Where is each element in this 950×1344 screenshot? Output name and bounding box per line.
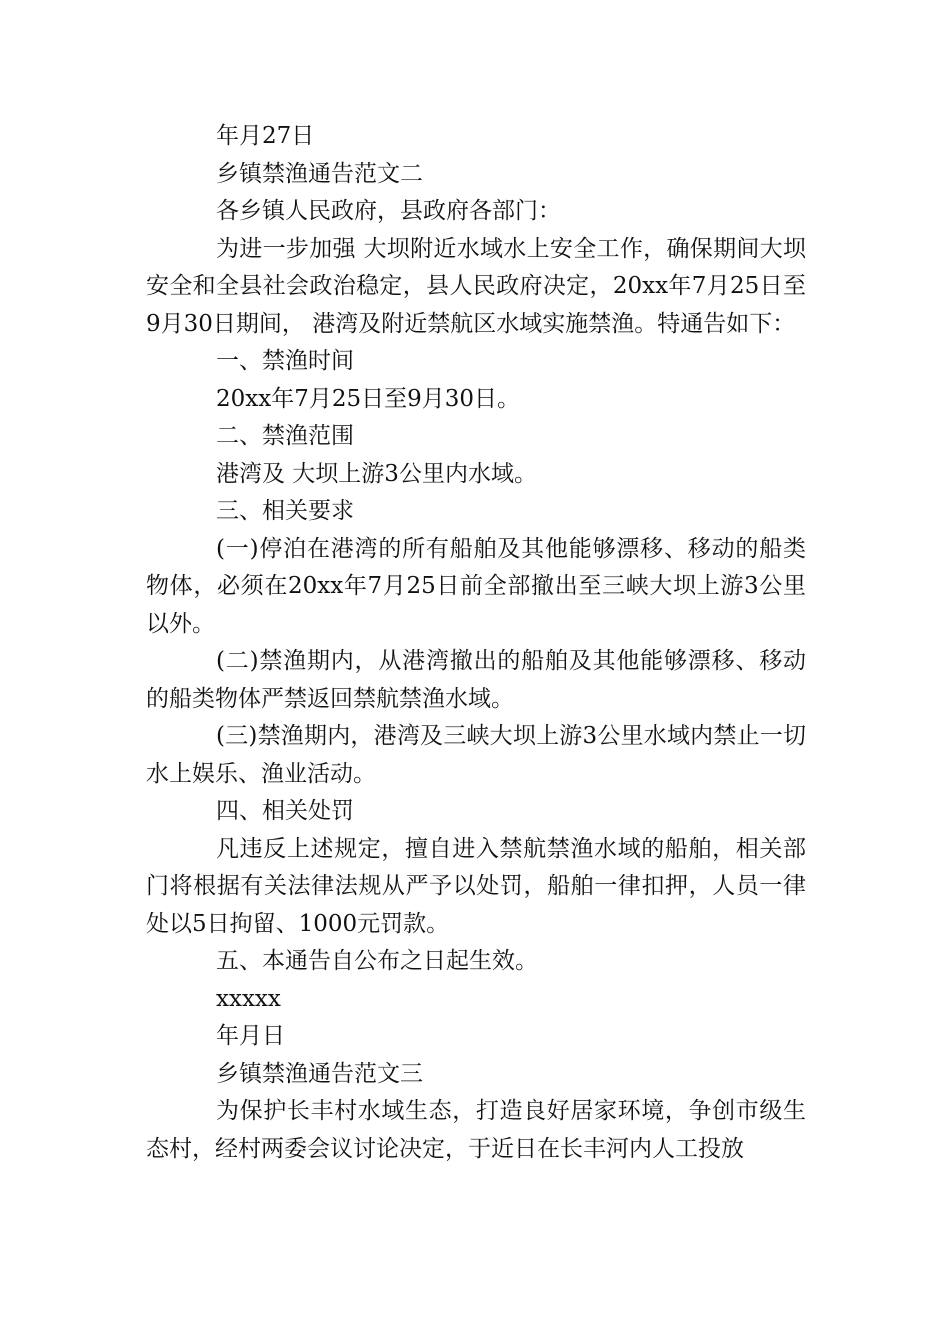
effective-clause: 五、本通告自公布之日起生效。 <box>216 948 538 974</box>
ban-scope-text: 港湾及 大坝上游3公里内水域。 <box>216 460 537 487</box>
heading-ban-time: 一、禁渔时间 <box>216 348 354 374</box>
requirement-one: (一)停泊在港湾的所有船舶及其他能够漂移、移动的船类物体，必须在20xx年7月25日前全部撤出至三峡大坝上游3公里以外。 <box>146 535 806 637</box>
heading-ban-scope: 二、禁渔范围 <box>216 423 354 449</box>
ban-time-text: 20xx年7月25日至9月30日。 <box>216 385 521 412</box>
intro-paragraph: 为进一步加强 大坝附近水域水上安全工作，确保期间大坝安全和全县社会政治稳定，县人民政府决定，20xx年7月25日至9月30日期间， 港湾及附近禁航区水域实施禁渔。特通告如下： <box>146 235 806 337</box>
section-three-paragraph: 为保护长丰村水域生态，打造良好居家环境，争创市级生态村，经村两委会议讨论决定，于近日在长丰河内人工投放 <box>146 1098 806 1162</box>
document-body <box>146 118 806 1168</box>
requirement-three: (三)禁渔期内，港湾及三峡大坝上游3公里水域内禁止一切水上娱乐、渔业活动。 <box>146 723 806 787</box>
date-line-blank: 年月日 <box>216 1023 285 1049</box>
heading-requirements: 三、相关要求 <box>216 498 354 524</box>
heading-penalties: 四、相关处罚 <box>216 798 354 824</box>
section-title-three: 乡镇禁渔通告范文三 <box>216 1060 423 1087</box>
section-title-two: 乡镇禁渔通告范文二 <box>216 160 423 187</box>
penalties-text: 凡违反上述规定，擅自进入禁航禁渔水域的船舶，相关部门将根据有关法律法规从严予以处罚，船舶一律扣押，人员一律处以5日拘留、1000元罚款。 <box>146 835 806 937</box>
signature-line: xxxxx <box>216 985 281 1012</box>
date-line: 年月27日 <box>216 123 315 149</box>
requirement-two: (二)禁渔期内，从港湾撤出的船舶及其他能够漂移、移动的船类物体严禁返回禁航禁渔水域。 <box>146 648 806 712</box>
salutation: 各乡镇人民政府，县政府各部门： <box>216 198 561 224</box>
